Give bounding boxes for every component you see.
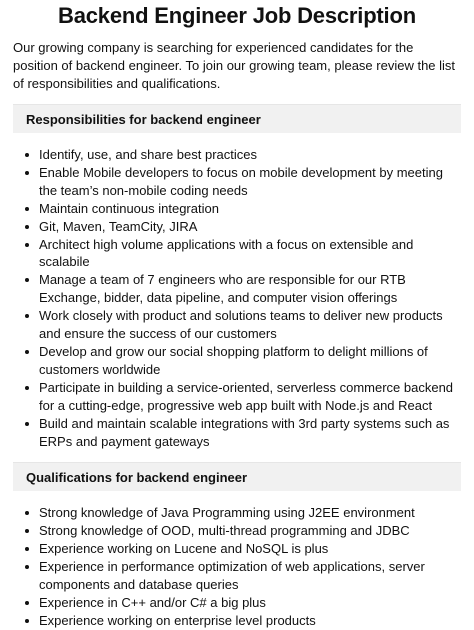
bullet-icon — [25, 511, 29, 515]
list-item-text: Experience in performance optimization of web applications, server components and database queries — [39, 559, 425, 593]
page-title: Backend Engineer Job Description — [58, 3, 416, 28]
list-item-text: Develop and grow our social shopping platform to delight millions of customers worldwide — [39, 343, 428, 377]
list-item-text: Architect high volume applications with a focus on extensible and scalabile — [39, 236, 414, 270]
list-item-text: Strong knowledge of OOD, multi-thread programming and JDBC — [39, 523, 410, 539]
list-item-text: Git, Maven, TeamCity, JIRA — [39, 218, 198, 234]
bullet-icon — [25, 350, 29, 354]
list-item — [23, 200, 461, 218]
list-item — [23, 522, 461, 540]
list-item — [23, 271, 461, 307]
bullet-icon — [25, 565, 29, 569]
list-item — [23, 307, 461, 343]
bullet-icon — [25, 278, 29, 282]
list-item — [23, 146, 461, 164]
list-item-text: Work closely with product and solutions teams to deliver new products and ensure the success of our customers — [39, 308, 443, 342]
bullet-icon — [25, 243, 29, 247]
list-item — [23, 218, 461, 236]
list-item — [23, 594, 461, 612]
qualifications-header: Qualifications for backend engineer — [13, 462, 461, 491]
list-item-text: Identify, use, and share best practices — [39, 147, 257, 162]
list-item — [23, 343, 461, 379]
bullet-icon — [25, 619, 29, 623]
list-item-text: Build and maintain scalable integrations with 3rd party systems such as ERPs and payment gateways — [39, 415, 450, 449]
bullet-icon — [25, 314, 29, 318]
list-item-text: Enable Mobile developers to focus on mobile development by meeting the team’s non-mobile coding needs — [39, 164, 443, 198]
bullet-icon — [25, 153, 29, 157]
list-item — [23, 236, 461, 272]
bullet-icon — [25, 386, 29, 390]
responsibilities-header: Responsibilities for backend engineer — [13, 104, 461, 133]
list-item — [23, 558, 461, 594]
bullet-icon — [25, 529, 29, 533]
list-item-text: Maintain continuous integration — [39, 200, 219, 216]
list-item-text: Manage a team of 7 engineers who are responsible for our RTB Exchange, bidder, data pipeline, and computer vision offerings — [39, 272, 406, 306]
list-item-text: Experience in C++ and/or C# a big plus — [39, 594, 266, 610]
list-item-text: Participate in building a service-oriented, serverless commerce backend for a cutting-edge, progressive web app built with Node.js and React — [39, 379, 454, 413]
bullet-icon — [25, 547, 29, 551]
bullet-icon — [25, 422, 29, 426]
list-item — [23, 379, 461, 415]
list-item-text: Experience working on enterprise level products — [39, 612, 316, 628]
list-item-text: Experience working on Lucene and NoSQL is plus — [39, 541, 329, 557]
list-item — [23, 164, 461, 200]
bullet-icon — [25, 171, 29, 175]
bullet-icon — [25, 225, 29, 229]
list-item — [23, 612, 461, 630]
list-item-text: Strong knowledge of Java Programming using J2EE environment — [39, 505, 415, 521]
intro-paragraph: Our growing company is searching for experienced candidates for the position of backend engineer. To join our growing team, please review the list of responsibilities and qualifications. — [13, 40, 456, 91]
list-item — [23, 415, 461, 451]
list-item — [23, 540, 461, 558]
responsibilities-list — [13, 146, 461, 450]
bullet-icon — [25, 207, 29, 211]
list-item — [23, 504, 461, 522]
qualifications-list — [13, 504, 461, 629]
bullet-icon — [25, 601, 29, 605]
